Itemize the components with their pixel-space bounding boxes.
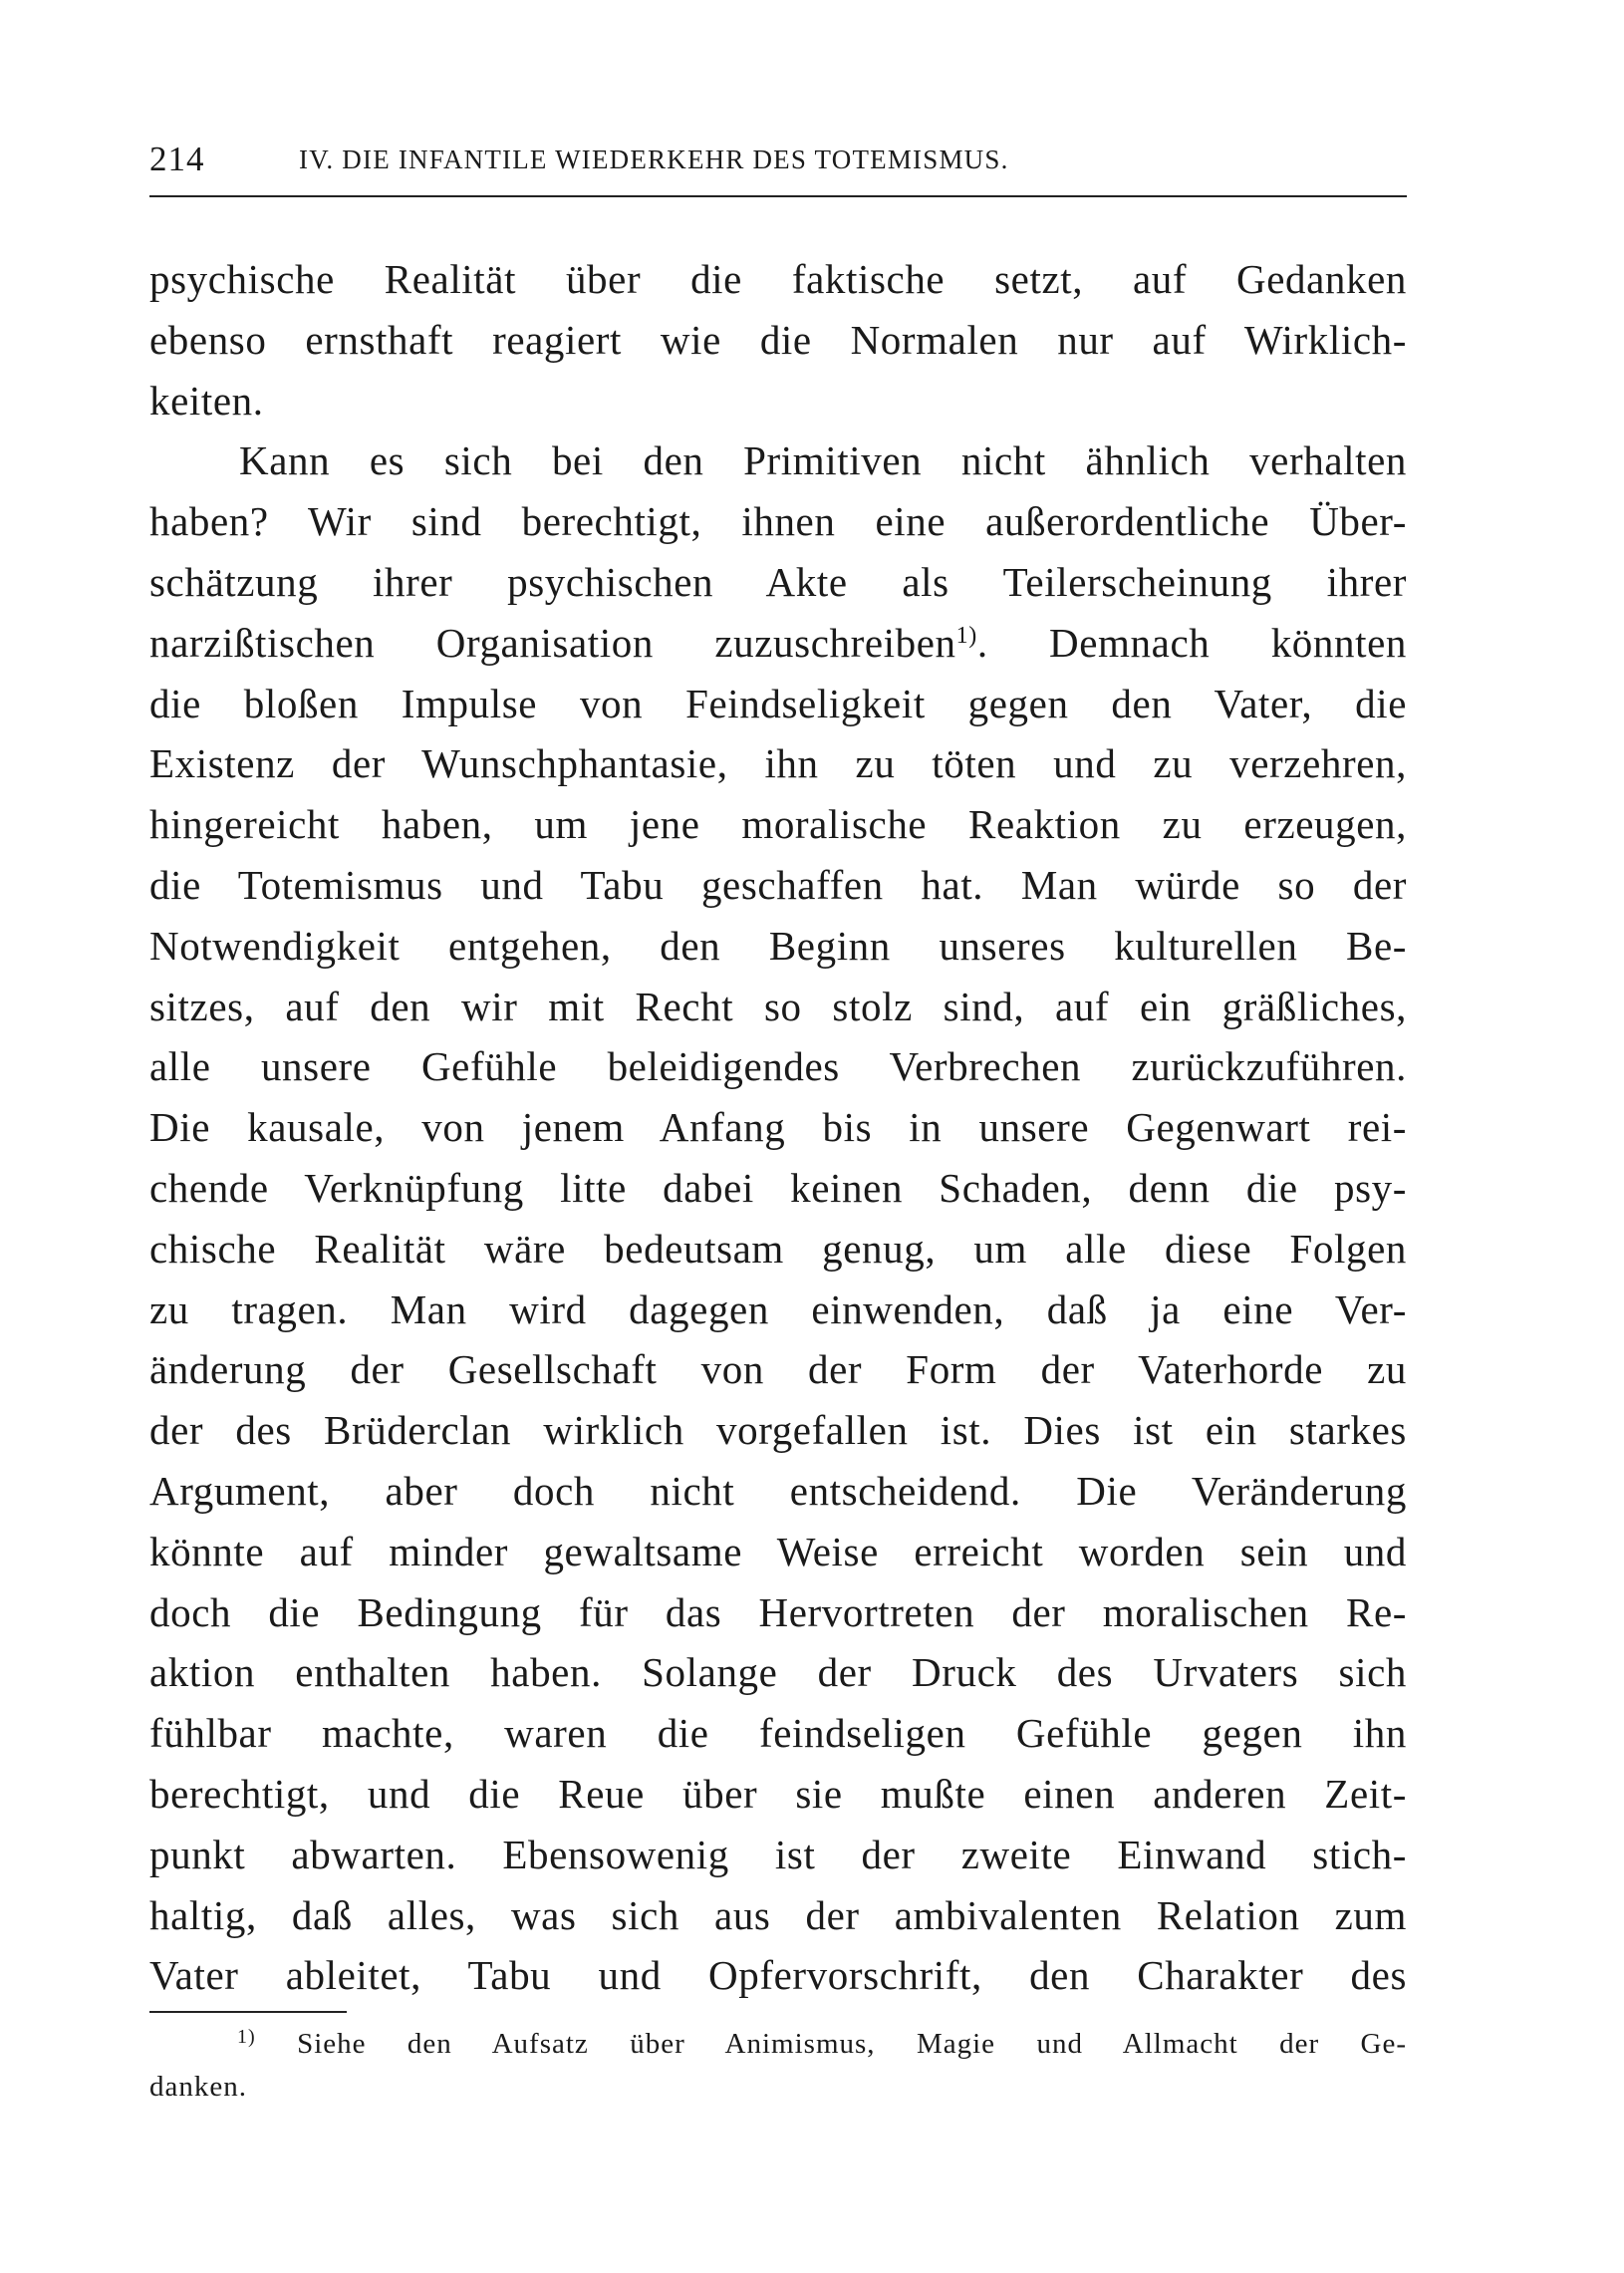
- text-line: Vater ableitet, Tabu und Opfervorschrift, den Charakter des: [149, 1952, 1407, 1999]
- body-text: [149, 249, 1407, 2006]
- text-line: Notwendigkeit entgehen, den Beginn unseres kulturellen Be-: [149, 922, 1407, 969]
- text-line: sitzes, auf den wir mit Recht so stolz sind, auf ein gräßliches,: [149, 983, 1407, 1029]
- text-line: berechtigt, und die Reue über sie mußte einen anderen Zeit-: [149, 1770, 1407, 1817]
- text-line: psychische Realität über die faktische setzt, auf Gedanken: [149, 256, 1407, 302]
- text-line-with-footnote: [149, 613, 1407, 674]
- footnote-reference: 1): [955, 622, 977, 649]
- text-line: änderung der Gesellschaft von der Form der Vaterhorde zu: [149, 1346, 1407, 1393]
- text-line: Existenz der Wunschphantasie, ihn zu töten und zu verzehren,: [149, 740, 1407, 787]
- text-line: punkt abwarten. Ebensowenig ist der zweite Einwand stich-: [149, 1831, 1407, 1877]
- text-line: könnte auf minder gewaltsame Weise erreicht worden sein und: [149, 1528, 1407, 1574]
- text-line: die bloßen Impulse von Feindseligkeit gegen den Vater, die: [149, 680, 1407, 726]
- footnote-rule: [149, 2011, 347, 2013]
- text-line: die Totemismus und Tabu geschaffen hat. Man würde so der: [149, 861, 1407, 908]
- header-rule: [149, 195, 1407, 197]
- text-line: chische Realität wäre bedeutsam genug, um alle diese Folgen: [149, 1225, 1407, 1272]
- text-line: haben? Wir sind berechtigt, ihnen eine außerordentliche Über-: [149, 498, 1407, 545]
- text-line: Die kausale, von jenem Anfang bis in unsere Gegenwart rei-: [149, 1104, 1407, 1151]
- text-fragment: narzißtischen Organisation zuzuschreiben: [149, 619, 956, 666]
- text-line: keiten.: [149, 377, 264, 424]
- text-line: zu tragen. Man wird dagegen einwenden, daß ja eine Ver-: [149, 1285, 1407, 1332]
- text-line: schätzung ihrer psychischen Akte als Teilerscheinung ihrer: [149, 558, 1407, 605]
- text-line: Argument, aber doch nicht entscheidend. Die Veränderung: [149, 1467, 1407, 1514]
- page-number: 214: [149, 140, 205, 178]
- running-head: IV. DIE INFANTILE WIEDERKEHR DES TOTEMISMUS.: [299, 144, 1009, 174]
- footnote-line: danken.: [149, 2071, 247, 2103]
- text-line: haltig, daß alles, was sich aus der ambivalenten Relation zum: [149, 1891, 1407, 1938]
- text-line: ebenso ernsthaft reagiert wie die Normalen nur auf Wirklich-: [149, 316, 1407, 363]
- text-line: der des Brüderclan wirklich vorgefallen ist. Dies ist ein starkes: [149, 1407, 1407, 1454]
- text-fragment: . Demnach könnten: [976, 619, 1407, 666]
- text-line: Kann es sich bei den Primitiven nicht ähnlich verhalten: [239, 437, 1407, 484]
- text-line: hingereicht haben, um jene moralische Reaktion zu erzeugen,: [149, 801, 1407, 848]
- footnotes: [149, 2023, 1407, 2109]
- footnote-line: [149, 2023, 1407, 2066]
- text-line: chende Verknüpfung litte dabei keinen Schaden, denn die psy-: [149, 1164, 1407, 1211]
- footnote-marker: 1): [237, 2026, 256, 2048]
- text-line: alle unsere Gefühle beleidigendes Verbrechen zurückzuführen.: [149, 1043, 1407, 1090]
- text-line: fühlbar machte, waren die feindseligen Gefühle gegen ihn: [149, 1710, 1407, 1757]
- footnote-text: Siehe den Aufsatz über Animismus, Magie und Allmacht der Ge-: [297, 2028, 1408, 2060]
- text-line: doch die Bedingung für das Hervortreten der moralischen Re-: [149, 1588, 1407, 1635]
- page-header: [149, 140, 1405, 185]
- text-line: aktion enthalten haben. Solange der Druck des Urvaters sich: [149, 1649, 1407, 1696]
